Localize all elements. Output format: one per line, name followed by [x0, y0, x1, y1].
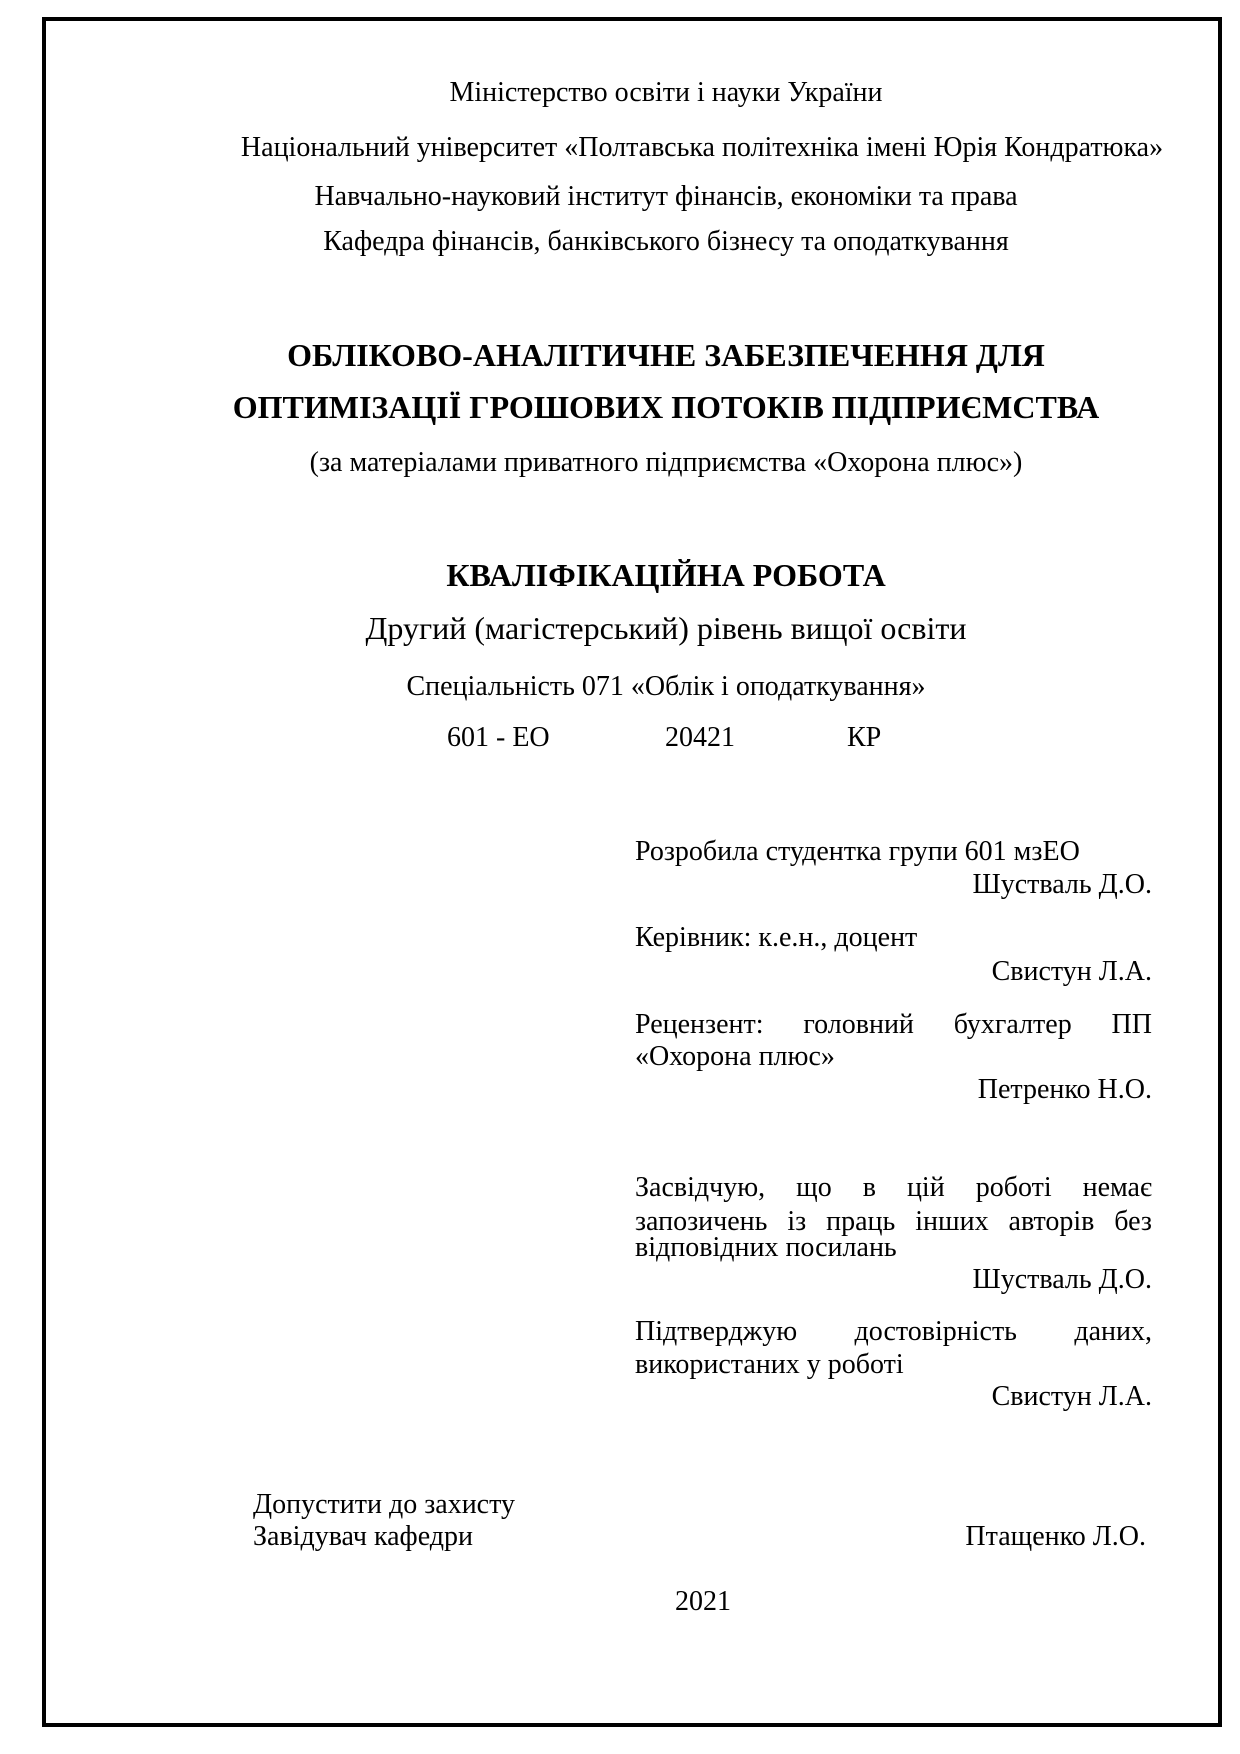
specialty: Спеціальність 071 «Облік і оподаткування» — [406, 671, 926, 702]
department-name: Кафедра фінансів, банківського бізнесу та оподаткування — [323, 226, 1009, 257]
reviewer-role-line-2: «Охорона плюс» — [635, 1041, 835, 1072]
reviewer-name: Петренко Н.О. — [977, 1074, 1152, 1105]
approval-line-2: Завідувач кафедри — [253, 1521, 473, 1552]
originality-line-3: відповідних посилань — [635, 1232, 897, 1263]
education-level: Другий (магістерський) рівень вищої освіти — [365, 610, 967, 646]
originality-line-2: запозичень із праць інших авторів без — [635, 1206, 1152, 1237]
data-confirmation-line-1: Підтверджую достовірність даних, — [635, 1316, 1152, 1347]
work-type-heading: КВАЛІФІКАЦІЙНА РОБОТА — [446, 557, 886, 593]
work-code-number: 20421 — [665, 722, 735, 753]
university-name: Національний університет «Полтавська політехніка імені Юрія Кондратюка» — [240, 132, 1164, 163]
work-code-kind: КР — [847, 722, 882, 753]
ministry-name: Міністерство освіти і науки України — [449, 77, 883, 108]
approval-line-1: Допустити до захисту — [253, 1489, 515, 1520]
data-confirmation-line-2: використаних у роботі — [635, 1349, 904, 1380]
supervisor-name: Свистун Л.А. — [991, 956, 1152, 987]
thesis-title-line-2: ОПТИМІЗАЦІЇ ГРОШОВИХ ПОТОКІВ ПІДПРИЄМСТВА — [232, 389, 1100, 425]
author-name: Шустваль Д.О. — [972, 869, 1152, 900]
work-code-group: 601 - ЕО — [447, 722, 550, 753]
thesis-subtitle: (за матеріалами приватного підприємства «Охорона плюс») — [309, 447, 1023, 478]
originality-signer-name: Шустваль Д.О. — [972, 1264, 1152, 1295]
data-confirmation-signer-name: Свистун Л.А. — [991, 1381, 1152, 1412]
year: 2021 — [675, 1586, 731, 1617]
supervisor-role: Керівник: к.е.н., доцент — [635, 922, 918, 953]
reviewer-role-line-1: Рецензент: головний бухгалтер ПП — [635, 1009, 1152, 1040]
department-head-name: Птащенко Л.О. — [965, 1521, 1146, 1552]
institute-name: Навчально-науковий інститут фінансів, економіки та права — [314, 181, 1018, 212]
author-role: Розробила студентка групи 601 мзЕО — [635, 836, 1080, 867]
originality-line-1: Засвідчую, що в цій роботі немає — [635, 1172, 1152, 1203]
thesis-title-line-1: ОБЛІКОВО-АНАЛІТИЧНЕ ЗАБЕЗПЕЧЕННЯ ДЛЯ — [287, 337, 1045, 373]
